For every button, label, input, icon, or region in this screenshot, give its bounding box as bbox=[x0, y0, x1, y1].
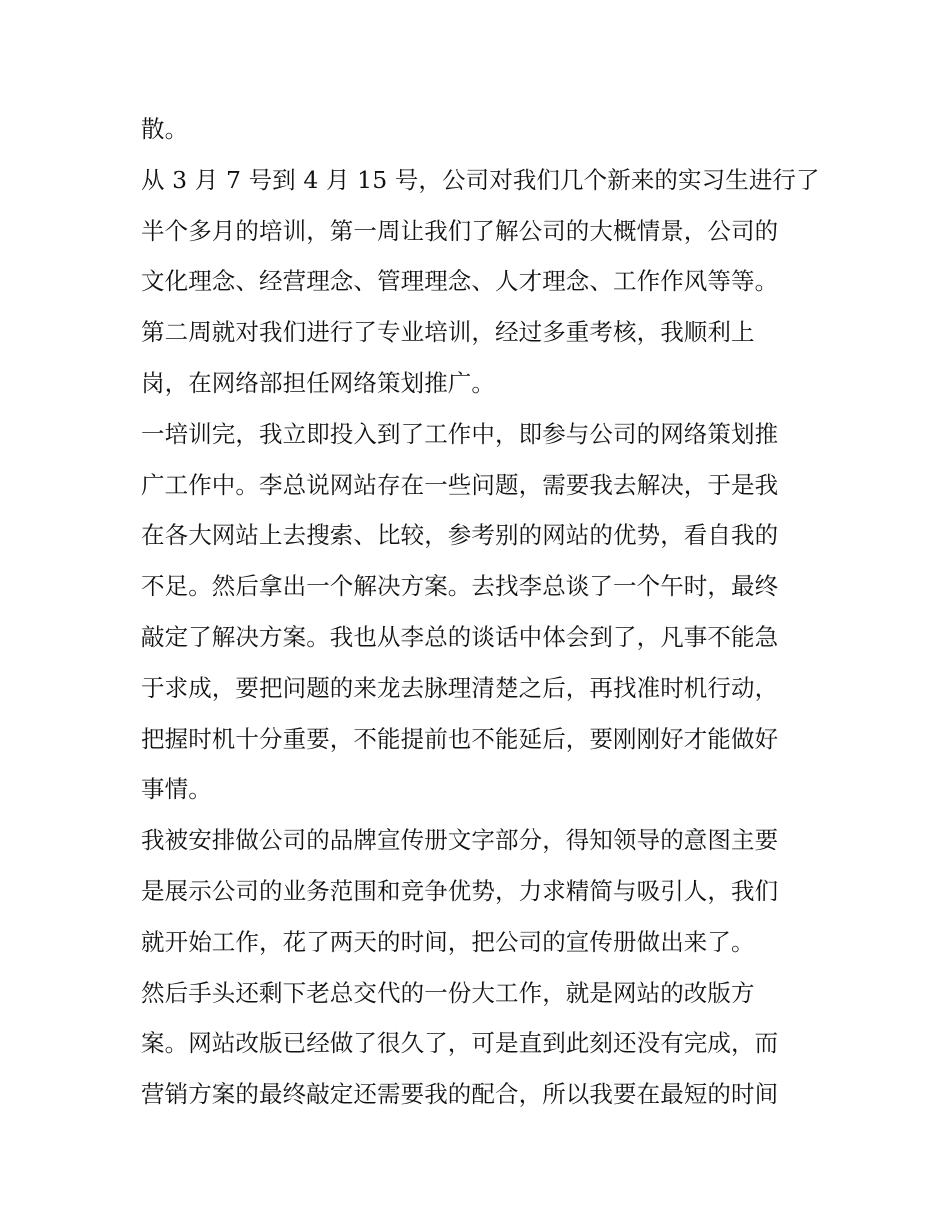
text-line: 第二周就对我们进行了专业培训，经过多重考核，我顺利上 bbox=[141, 318, 755, 347]
text-line: 就开始工作，花了两天的时间，把公司的宣传册做出来了。 bbox=[141, 927, 755, 956]
text-line: 把握时机十分重要，不能提前也不能延后，要刚刚好才能做好 bbox=[141, 724, 779, 753]
text-line: 岗，在网络部担任网络策划推广。 bbox=[141, 368, 495, 397]
text-line: 从 3 月 7 号到 4 月 15 号，公司对我们几个新来的实习生进行了 bbox=[141, 165, 820, 194]
text-line: 案。网站改版已经做了很久了，可是直到此刻还没有完成，而 bbox=[141, 1029, 779, 1058]
text-line: 事情。 bbox=[141, 775, 212, 804]
text-line: 营销方案的最终敲定还需要我的配合，所以我要在最短的时间 bbox=[141, 1080, 779, 1109]
text-line: 文化理念、经营理念、管理理念、人才理念、工作作风等等。 bbox=[141, 267, 779, 296]
text-line: 散。 bbox=[141, 115, 189, 143]
text-line: 半个多月的培训，第一周让我们了解公司的大概情景，公司的 bbox=[141, 216, 779, 245]
text-line: 在各大网站上去搜索、比较，参考别的网站的优势，看自我的 bbox=[141, 521, 779, 550]
text-line: 于求成，要把问题的来龙去脉理清楚之后，再找准时机行动， bbox=[141, 673, 779, 702]
text-line: 敲定了解决方案。我也从李总的谈话中体会到了，凡事不能急 bbox=[141, 622, 779, 651]
text-line: 一培训完，我立即投入到了工作中，即参与公司的网络策划推 bbox=[141, 419, 779, 448]
text-line: 然后手头还剩下老总交代的一份大工作，就是网站的改版方 bbox=[141, 978, 755, 1007]
text-line: 广工作中。李总说网站存在一些问题，需要我去解决，于是我 bbox=[141, 470, 779, 499]
text-line: 是展示公司的业务范围和竞争优势，力求精简与吸引人，我们 bbox=[141, 876, 779, 905]
text-line: 不足。然后拿出一个解决方案。去找李总谈了一个午时，最终 bbox=[141, 572, 779, 601]
text-line: 我被安排做公司的品牌宣传册文字部分，得知领导的意图主要 bbox=[141, 826, 779, 855]
body-text bbox=[141, 104, 821, 1120]
